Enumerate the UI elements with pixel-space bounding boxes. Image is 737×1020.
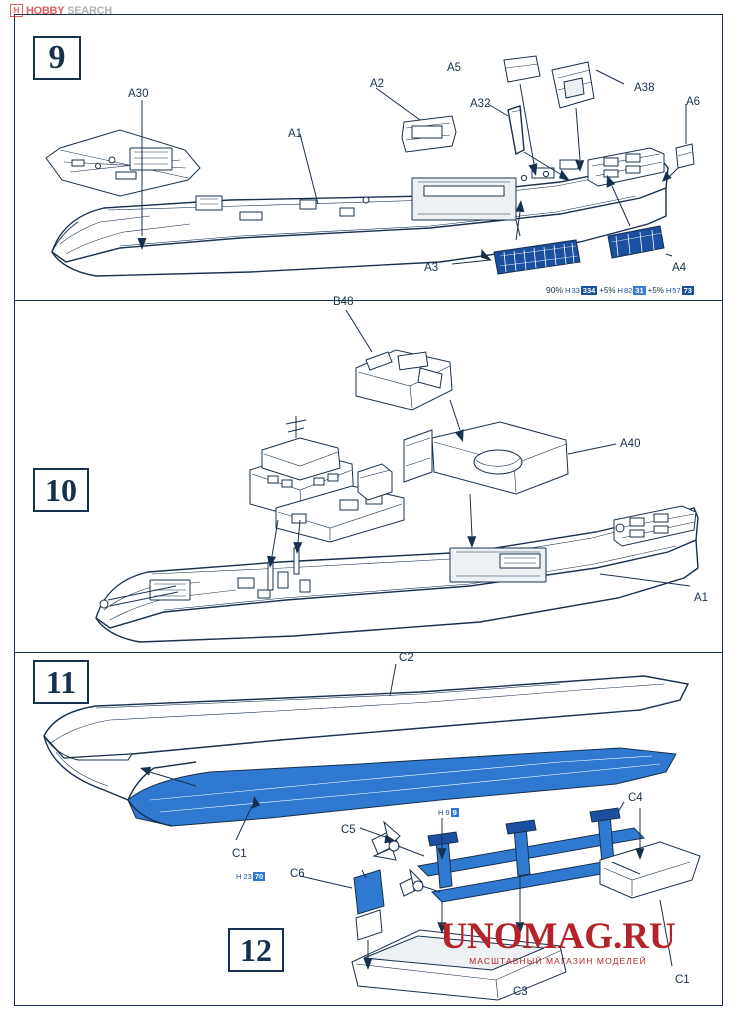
step12-drawing	[300, 802, 700, 1000]
part-C3	[352, 930, 566, 1000]
label-C2: C2	[399, 652, 414, 664]
label-B48: B48	[333, 296, 354, 308]
part-C2	[44, 676, 688, 758]
part-C1-bow	[44, 736, 132, 800]
label-C4: C4	[628, 792, 643, 804]
label-A4: A4	[672, 262, 687, 274]
label-A38: A38	[634, 82, 655, 94]
label-A6: A6	[686, 96, 701, 108]
part-C1-stern-fragment	[600, 842, 700, 898]
part-B48	[356, 350, 452, 410]
step-number-11: 11	[33, 660, 89, 704]
part-A30	[46, 130, 200, 196]
part-A32	[508, 106, 524, 154]
paint-chip-step12-value: 9	[452, 808, 457, 817]
label-A30: A30	[128, 88, 149, 100]
paint-h-1: H	[565, 285, 571, 295]
part-A4	[608, 226, 664, 258]
paint-chip-step12-code: H 9	[438, 808, 450, 817]
part-C5-propeller	[372, 822, 424, 860]
label-C6: C6	[290, 868, 305, 880]
label-A2: A2	[370, 78, 385, 90]
unomag-subtitle: МАСШТАБНЫЙ МАГАЗИН МОДЕЛЕЙ	[469, 956, 647, 966]
paint-percent: 90%	[546, 285, 564, 295]
paint-plus-2: +5%	[647, 285, 664, 295]
label-A1-step10: A1	[694, 592, 709, 604]
step-number-12: 12	[228, 928, 284, 972]
paint-chip-step11	[236, 872, 265, 881]
step-number-9: 9	[33, 36, 81, 80]
part-C6-rudder	[354, 870, 384, 940]
label-A5: A5	[447, 62, 462, 74]
paint-mix-callout	[546, 285, 696, 295]
label-C1-step12: C1	[675, 974, 690, 986]
paint-chip-step12	[438, 808, 459, 817]
paint-h-3: H	[665, 285, 672, 295]
label-C1-step11: C1	[232, 848, 247, 860]
label-A32: A32	[470, 98, 491, 110]
part-A38	[552, 62, 594, 108]
label-C3: C3	[513, 986, 528, 998]
part-A2	[402, 116, 456, 152]
label-A1-step9: A1	[288, 128, 303, 140]
part-A6	[676, 144, 694, 168]
paint-chip-1: 334	[582, 285, 596, 295]
hobbysearch-search-text: SEARCH	[67, 4, 112, 17]
part-A40	[250, 416, 568, 542]
paint-plus-1: +5%	[599, 285, 616, 295]
paint-chip-step11-code: H 23	[236, 872, 252, 881]
paint-h-2: H	[617, 285, 623, 295]
paint-chip-2: 31	[635, 285, 644, 295]
part-A3	[494, 240, 580, 274]
step10-drawing	[96, 310, 698, 642]
hobbysearch-hobby-text: HOBBY	[26, 4, 65, 17]
hobbysearch-mark-icon: H	[10, 4, 23, 17]
paint-code-2: 82	[623, 285, 633, 295]
label-C5: C5	[341, 824, 356, 836]
step-number-10: 10	[33, 468, 89, 512]
label-A40: A40	[620, 438, 641, 450]
paint-code-1: 33	[571, 285, 580, 295]
unomag-title: UNOMAG.RU	[440, 916, 676, 957]
paint-chip-3: 73	[683, 285, 692, 295]
label-A3: A3	[424, 262, 439, 274]
part-A1-hull-step10	[96, 506, 698, 642]
paint-chip-step11-value: 70	[254, 872, 264, 881]
paint-code-3: 57	[672, 285, 681, 295]
part-A5	[504, 56, 540, 82]
